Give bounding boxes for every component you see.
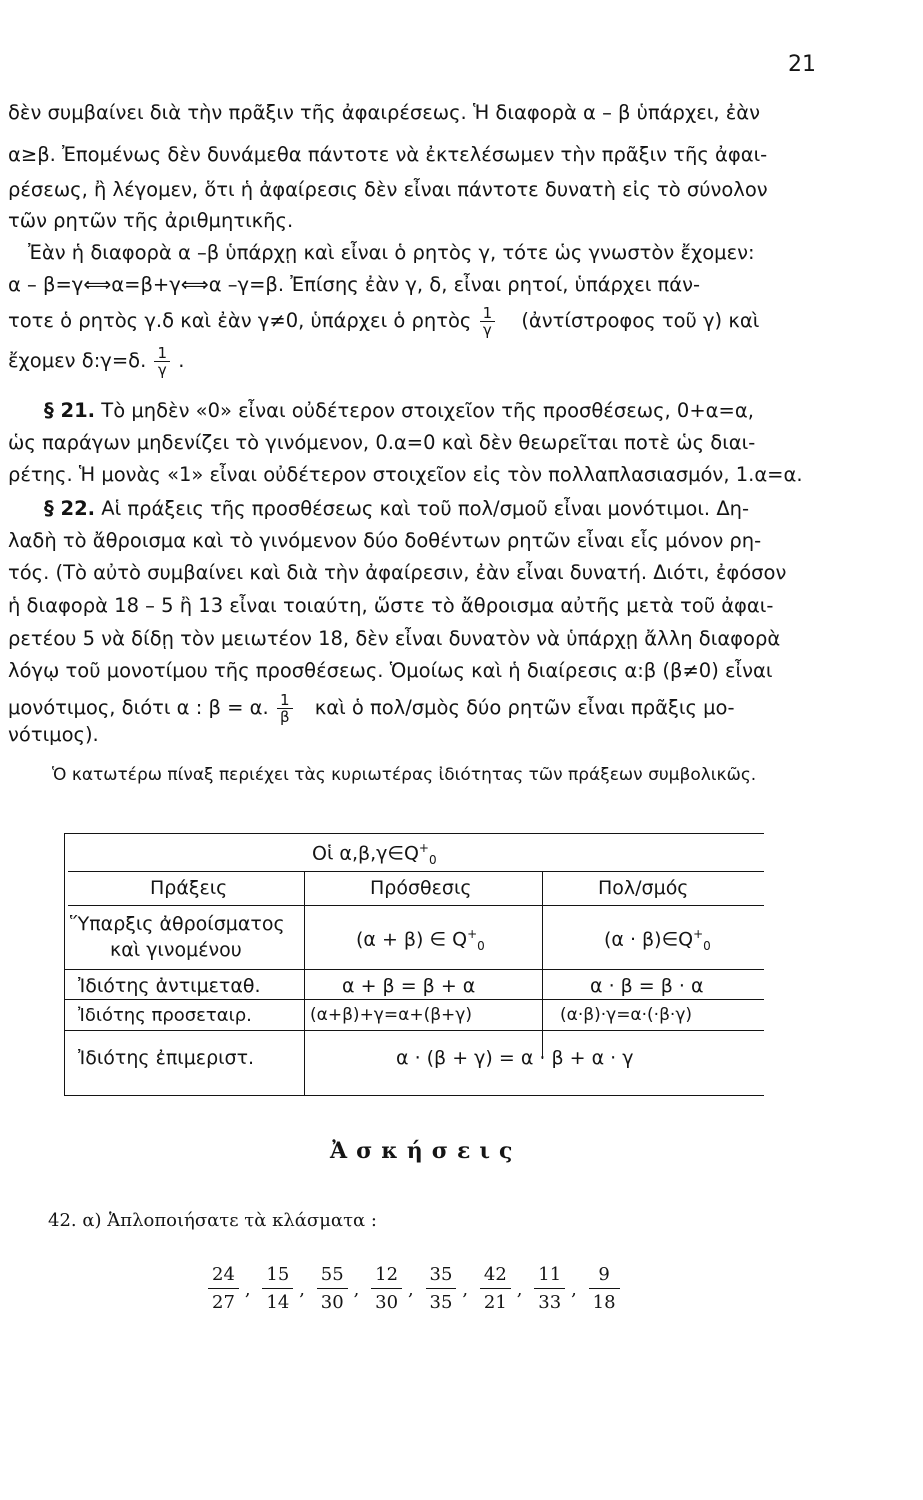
text-line: λόγῳ τοῦ μονοτίμου τῆς προσθέσεως. Ὁμοίως καὶ ἡ διαίρεσις α:β (β≠0) εἶναι [8,659,773,682]
col-header-multiplication: Πολ/σμός [598,877,689,899]
table-rule [64,833,764,834]
fraction-denominator: 35 [429,1292,453,1313]
row-label-existence: Ὕπαρξις ἀθροίσματος [70,913,285,935]
table-rule [68,871,764,872]
text-line: νότιμος). [8,723,99,746]
text-line: ρέτης. Ἡ μονὰς «1» εἶναι οὐδέτερον στοιχεῖον εἰς τὸν πολλαπλασιασμόν, 1.α=α. [8,463,803,486]
row-label-existence: καὶ γινομένου [110,939,242,961]
comma: , [299,1279,306,1300]
text-line: τός. (Τὸ αὐτὸ συμβαίνει καὶ διὰ τὴν ἀφαίρεσιν, ἐὰν εἶναι δυνατή. Διότι, ἐφόσον [8,561,787,584]
superscript: + [693,927,704,941]
text-fragment: τοτε ὁ ρητὸς γ.δ καὶ ἐὰν γ≠0, ὑπάρχει ὁ ρητὸς [8,309,472,332]
fraction-numerator: 12 [371,1262,402,1289]
fraction-numerator: 1 [154,345,170,362]
cell-text: (α · β)∈Q [604,928,694,951]
fraction-one-over-gamma [154,345,170,378]
cell-associative-mul: (α·β)·γ=α·(·β·γ) [560,1005,693,1025]
comma: , [462,1279,469,1300]
superscript: + [467,927,478,941]
section-21-line [44,398,859,424]
fraction-numerator: 24 [208,1262,239,1289]
table-rule [64,969,764,970]
header-text: Οἱ α,β,γ∈Q [312,842,419,865]
text-line: ὡς παράγων μηδενίζει τὸ γινόμενον, 0.α=0 καὶ δὲν θεωρεῖται ποτὲ ὡς διαι- [8,431,756,454]
subscript: 0 [428,853,437,868]
text-line: ρετέου 5 νὰ δίδῃ τὸν μειωτέον 18, δὲν εἶναι δυνατὸν νὰ ὑπάρχῃ ἄλλη διαφορὰ [8,627,781,650]
fraction [480,1262,511,1317]
table-rule [64,833,65,1095]
text-line-with-fraction [8,345,823,378]
cell-associative-add: (α+β)+γ=α+(β+γ) [310,1005,472,1025]
fraction-denominator: 30 [375,1292,399,1313]
text-line: δὲν συμβαίνει διὰ τὴν πρᾶξιν τῆς ἀφαιρέσεως. Ἡ διαφορὰ α – β ὑπάρχει, ἐὰν [8,101,761,124]
text-line: α≥β. Ἐπομένως δὲν δυνάμεθα πάντοτε νὰ ἐκτελέσωμεν τὴν πρᾶξιν τῆς ἀφαι- [8,143,768,166]
table-rule [542,871,543,1059]
col-header-operations: Πράξεις [150,877,228,899]
section-number: § 21. [44,399,96,422]
text-line-with-fraction [8,692,823,725]
fraction-numerator: 35 [426,1262,457,1289]
col-header-addition: Πρόσθεσις [370,877,472,899]
fraction-numerator: 9 [589,1262,620,1289]
table-rule [64,1030,764,1031]
fraction [589,1262,620,1317]
fraction-one-over-gamma [480,305,496,338]
section-number: § 22. [44,497,96,520]
comma: , [571,1279,577,1300]
fraction-numerator: 11 [534,1262,565,1289]
row-label-associative: Ἰδιότης προσεταιρ. [78,1005,252,1026]
table-rule [68,905,764,906]
text-line-with-fraction [8,305,823,338]
table-top-header [312,841,437,867]
fraction-denominator: 14 [266,1292,290,1313]
text-fragment: Αἱ πράξεις τῆς προσθέσεως καὶ τοῦ πολ/σμοῦ εἶναι μονότιμοι. Δη- [101,497,750,520]
text-line: ρέσεως, ἢ λέγομεν, ὅτι ἡ ἀφαίρεσις δὲν εἶναι πάντοτε δυνατὴ εἰς τὸ σύνολον [8,178,768,201]
fraction-numerator: 42 [480,1262,511,1289]
fractions-list [208,1262,620,1317]
subscript: 0 [703,939,711,954]
exercises-title: Ἀσκήσεις [330,1138,522,1164]
text-line: λαδὴ τὸ ἄθροισμα καὶ τὸ γινόμενον δύο δοθέντων ρητῶν εἶναι εἷς μόνον ρη- [8,529,762,552]
fraction-denominator: 18 [592,1292,616,1313]
fraction-denominator: 30 [320,1292,344,1313]
cell-distributive: α · (β + γ) = α · β + α · γ [396,1047,634,1069]
cell-existence-add [356,927,485,953]
table-caption: Ὁ κατωτέρω πίναξ περιέχει τὰς κυριωτέρας ἰδιότητας τῶν πράξεων συμβολικῶς. [52,765,757,785]
row-label-commutative: Ἰδιότης ἀντιμεταθ. [78,975,261,997]
table-rule [64,999,764,1000]
section-22-line [44,496,859,522]
comma: , [353,1279,360,1300]
fraction-denominator: 21 [483,1292,507,1313]
fraction [371,1262,402,1317]
comma: , [516,1279,523,1300]
fraction-numerator: 15 [262,1262,293,1289]
fraction [426,1262,457,1317]
properties-table [64,833,764,1095]
text-fragment: (ἀντίστροφος τοῦ γ) καὶ [521,309,760,332]
fraction [208,1262,239,1317]
comma: , [244,1279,251,1300]
subscript: 0 [477,939,485,954]
fraction-denominator: 27 [212,1292,235,1313]
fraction [317,1262,348,1317]
cell-existence-mul [604,927,711,953]
fraction-denominator: γ [157,361,167,379]
fraction [534,1262,565,1317]
fraction-numerator: 55 [317,1262,348,1289]
cell-text: (α + β) ∈ Q [356,928,468,951]
text-fragment: ἔχομεν δ:γ=δ. [8,349,147,372]
table-rule [304,871,305,1095]
fraction-denominator: 33 [538,1292,562,1313]
superscript: + [418,841,429,855]
row-label-distributive: Ἰδιότης ἐπιμεριστ. [78,1047,255,1069]
text-fragment: Τὸ μηδὲν «0» εἶναι οὐδέτερον στοιχεῖον τῆς προσθέσεως, 0+α=α, [101,399,754,422]
text-line: α – β=γ⟺α=β+γ⟺α –γ=β. Ἐπίσης ἐὰν γ, δ, εἶναι ρητοί, ὑπάρχει πάν- [8,273,701,296]
text-line: τῶν ρητῶν τῆς ἀριθμητικῆς. [8,209,294,232]
cell-commutative-mul: α · β = β · α [590,975,704,997]
cell-commutative-add: α + β = β + α [342,975,476,997]
table-rule [64,1095,764,1096]
comma: , [408,1279,414,1300]
fraction-denominator: γ [482,321,492,339]
text-line: Ἐὰν ἡ διαφορὰ α –β ὑπάρχῃ καὶ εἶναι ὁ ρητὸς γ, τότε ὡς γνωστὸν ἔχομεν: [28,241,755,264]
text-line: ἡ διαφορὰ 18 – 5 ἢ 13 εἶναι τοιαύτη, ὥστε τὸ ἄθροισμα αὐτῆς μετὰ τοῦ ἀφαι- [8,594,774,617]
fraction-numerator: 1 [277,692,293,709]
page-number: 21 [788,52,816,77]
fraction [262,1262,293,1317]
exercise-42: 42. α) Ἁπλοποιήσατε τὰ κλάσματα : [48,1210,377,1231]
text-fragment: . [178,349,185,372]
fraction-numerator: 1 [480,305,496,322]
fraction-one-over-beta [277,692,293,725]
text-fragment: μονότιμος, διότι α : β = α. [8,696,269,719]
fraction-denominator: β [279,708,290,726]
text-fragment: καὶ ὁ πολ/σμὸς δύο ρητῶν εἶναι πρᾶξις μο- [314,696,735,719]
